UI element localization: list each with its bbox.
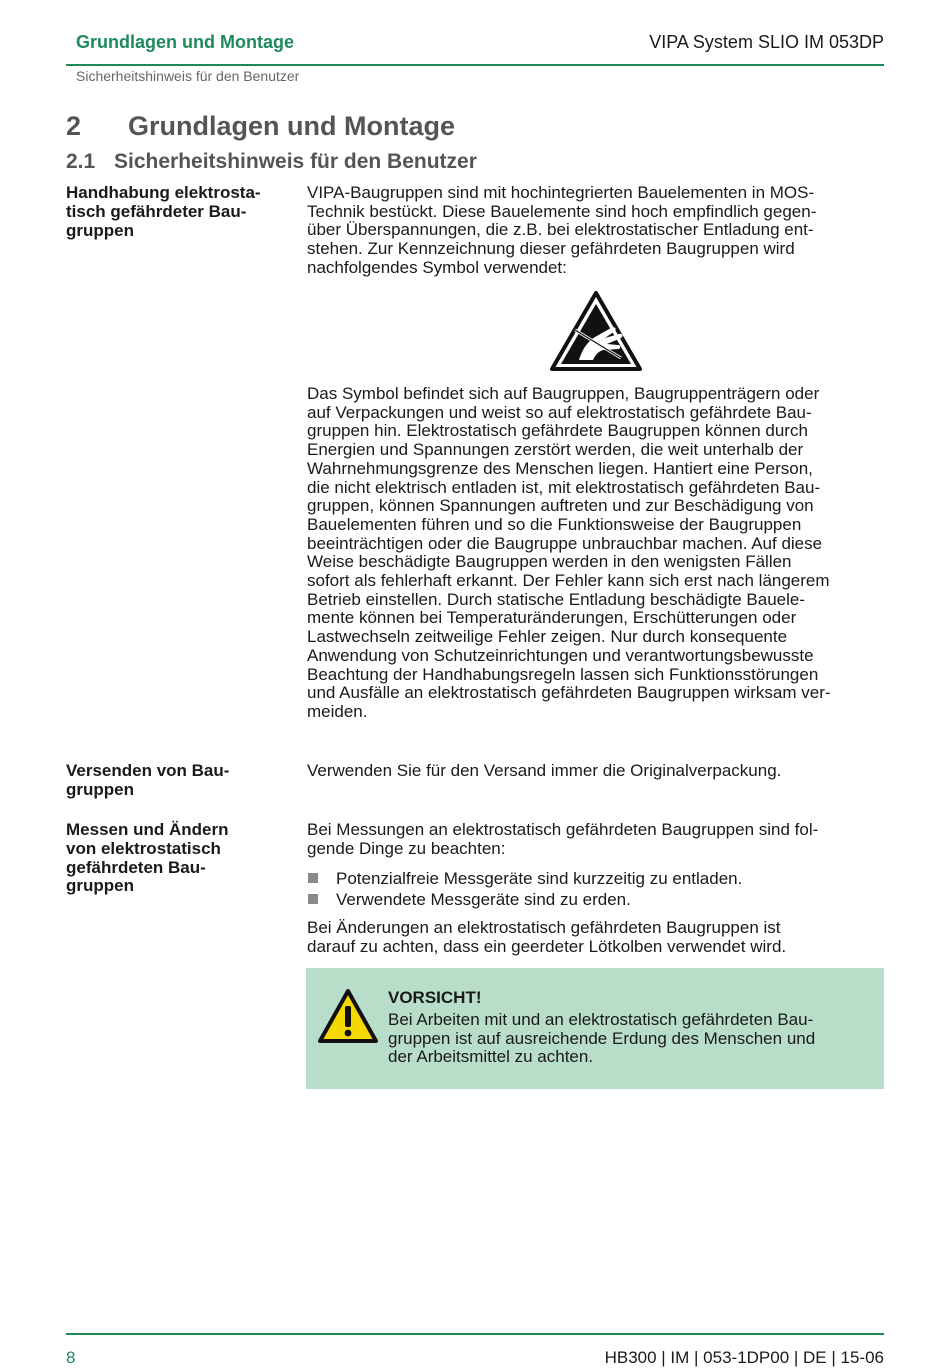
section-title: Sicherheitshinweis für den Benutzer (114, 150, 477, 173)
measuring-bullet-list (307, 868, 742, 910)
header-product: VIPA System SLIO IM 053DP (649, 32, 884, 52)
header-section: Sicherheitshinweis für den Benutzer (76, 68, 300, 84)
footer-divider (66, 1333, 884, 1335)
esd-warning-icon (549, 290, 643, 372)
warning-triangle-icon (317, 988, 379, 1044)
chapter-heading (66, 111, 455, 142)
bullet-square-icon (308, 894, 318, 904)
shipping-text: Verwenden Sie für den Versand immer die Originalverpackung. (307, 761, 782, 780)
chapter-title: Grundlagen und Montage (128, 111, 455, 141)
measuring-intro: Bei Messungen an elektrostatisch gefährdeten Baugruppen sind fol- gende Dinge zu beachten: (307, 820, 819, 858)
list-item (307, 868, 742, 889)
header-chapter: Grundlagen und Montage (76, 32, 294, 52)
caution-title: VORSICHT! (388, 988, 482, 1007)
caution-box (306, 968, 884, 1089)
section-heading (66, 150, 477, 174)
caution-text: Bei Arbeiten mit und an elektrostatisch gefährdeten Bau- gruppen ist auf ausreichende Erdung des Menschen und der Arbeitsmittel zu achten. (388, 1010, 816, 1067)
list-item-text: Verwendete Messgeräte sind zu erden. (336, 890, 631, 909)
list-item (307, 889, 742, 910)
handling-label: Handhabung elektrosta- tisch gefährdeter Bau- gruppen (66, 183, 261, 240)
page-number: 8 (66, 1348, 76, 1367)
measuring-changes: Bei Änderungen an elektrostatisch gefährdeten Baugruppen ist darauf zu achten, dass ein geerdeter Lötkolben verwendet wird. (307, 918, 787, 956)
bullet-square-icon (308, 873, 318, 883)
document-id: HB300 | IM | 053-1DP00 | DE | 15-06 (604, 1348, 884, 1367)
list-item-text: Potenzialfreie Messgeräte sind kurzzeitig zu entladen. (336, 869, 743, 888)
shipping-label: Versenden von Bau- gruppen (66, 761, 230, 799)
handling-detail: Das Symbol befindet sich auf Baugruppen, Baugruppenträgern oder auf Verpackungen und weist so auf elektrostatisch gefährdete Bau- gruppen hin. Elektrostatisch gefährdete Baugruppen können durch Energien und Spannungen zerstört werden, die weit unterhalb der Wahrnehmungsgrenze des Menschen liegen. Hantiert eine Person, die nicht elektrisch entladen ist, mit elektrostatisch gefährdeten Bau- gruppen, können Spannungen auftreten und zur Beschädigung von Bauelementen führen und so die Funktionsweise der Baugruppen beeinträchtigen oder die Baugruppe unbrauchbar machen. Auf diese Weise beschädigte Baugruppen werden in den wenigsten Fällen sofort als fehlerhaft erkannt. Der Fehler kann sich erst nach längerem Betrieb einstellen. Durch statische Entladung beschädigte Bauele- mente können bei Temperaturänderungen, Erschütterungen oder Lastwechseln zeitweilige Fehler zeigen. Nur durch konsequente Anwendung von Schutzeinrichtungen und verantwortungsbewusste Beachtung der Handhabungsregeln lassen sich Funktionsstörungen und Ausfälle an elektrostatisch gefährdeten Baugruppen wirksam ver- meiden. (307, 384, 831, 721)
handling-intro: VIPA-Baugruppen sind mit hochintegrierten Bauelementen in MOS- Technik bestückt. Diese Bauelemente sind hoch empfindlich gegen- über Überspannungen, die z.B. bei elektrostatischer Entladung ent- stehen. Zur Kennzeichnung dieser gefährdeten Baugruppen wird nachfolgendes Symbol verwendet: (307, 183, 817, 277)
section-number: 2.1 (66, 150, 96, 173)
measuring-label: Messen und Ändern von elektrostatisch gefährdeten Bau- gruppen (66, 820, 229, 896)
chapter-number: 2 (66, 111, 82, 141)
header-divider (66, 64, 884, 66)
